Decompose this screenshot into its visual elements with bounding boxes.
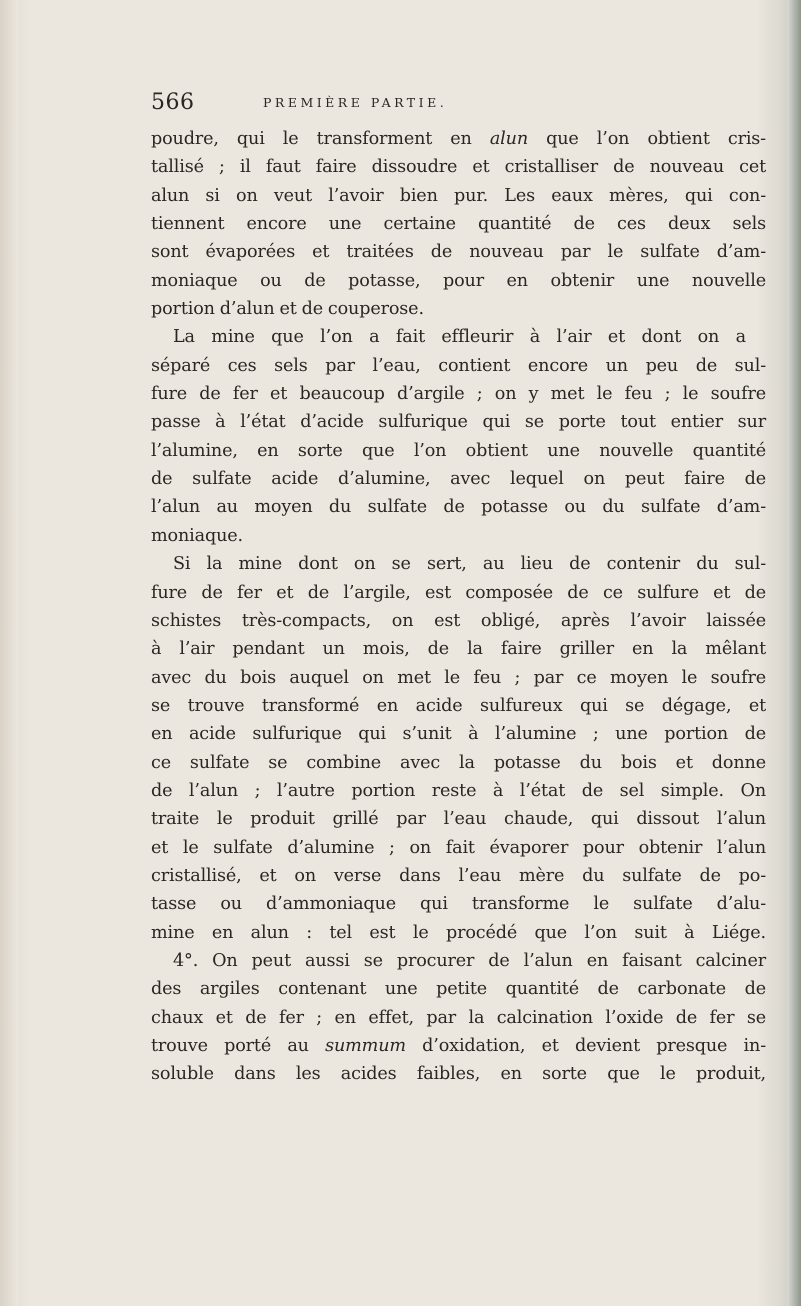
text-line: tiennent encore une certaine quantité de ces deux sels	[151, 214, 766, 235]
text-line: à l’air pendant un mois, de la faire griller en la mêlant	[151, 639, 766, 660]
text-line: de l’alun ; l’autre portion reste à l’état de sel simple. On	[151, 780, 766, 801]
text-line: 4°. On peut aussi se procurer de l’alun en faisant calciner	[173, 950, 766, 971]
text-line: fure de fer et beaucoup d’argile ; on y met le feu ; le soufre	[151, 384, 766, 405]
text-line: moniaque.	[151, 525, 243, 546]
text-line: soluble dans les acides faibles, en sorte que le produit,	[151, 1064, 766, 1085]
text-line: séparé ces sels par l’eau, contient encore un peu de sul-	[151, 355, 766, 376]
text-line: schistes très-compacts, on est obligé, après l’avoir laissée	[151, 610, 766, 631]
text-line: La mine que l’on a fait effleurir à l’air et dont on a	[173, 327, 746, 348]
text-line: passe à l’état d’acide sulfurique qui se porte tout entier sur	[151, 412, 766, 433]
italic-term: summum	[325, 1036, 406, 1056]
body-text	[151, 125, 766, 1089]
text-line: chaux et de fer ; en effet, par la calcination l’oxide de fer se	[151, 1007, 766, 1028]
text-line: tallisé ; il faut faire dissoudre et cristalliser de nouveau cet	[151, 157, 766, 178]
text-line: mine en alun : tel est le procédé que l’on suit à Liége.	[151, 922, 766, 943]
page-right-edge	[787, 0, 801, 1306]
page-left-shadow	[0, 0, 18, 1306]
text-line: en acide sulfurique qui s’unit à l’alumine ; une portion de	[151, 724, 766, 745]
running-head: PREMIÈRE PARTIE.	[263, 95, 448, 110]
page-header	[151, 90, 751, 120]
text-line: se trouve transformé en acide sulfureux qui se dégage, et	[151, 695, 766, 716]
text-line: portion d’alun et de couperose.	[151, 299, 424, 320]
text-line: traite le produit grillé par l’eau chaude, qui dissout l’alun	[151, 809, 766, 830]
text-line: Si la mine dont on se sert, au lieu de contenir du sul-	[173, 554, 766, 575]
text-line: avec du bois auquel on met le feu ; par ce moyen le soufre	[151, 667, 766, 688]
text-line: des argiles contenant une petite quantité de carbonate de	[151, 979, 766, 1000]
text-line: poudre, qui le transforment en alun que l’on obtient cris-	[151, 129, 766, 149]
text-line: tasse ou d’ammoniaque qui transforme le sulfate d’alu-	[151, 894, 766, 915]
text-line: ce sulfate se combine avec la potasse du bois et donne	[151, 752, 766, 773]
text-line: moniaque ou de potasse, pour en obtenir une nouvelle	[151, 270, 766, 291]
text-line: de sulfate acide d’alumine, avec lequel on peut faire de	[151, 469, 766, 490]
text-line: alun si on veut l’avoir bien pur. Les eaux mères, qui con-	[151, 185, 766, 206]
text-line: et le sulfate d’alumine ; on fait évaporer pour obtenir l’alun	[151, 837, 766, 858]
text-line: fure de fer et de l’argile, est composée de ce sulfure et de	[151, 582, 766, 603]
page-number: 566	[151, 90, 195, 115]
italic-term: alun	[489, 129, 529, 149]
text-line: cristallisé, et on verse dans l’eau mère du sulfate de po-	[151, 865, 766, 886]
text-line: sont évaporées et traitées de nouveau par le sulfate d’am-	[151, 242, 766, 263]
text-line: l’alun au moyen du sulfate de potasse ou du sulfate d’am-	[151, 497, 766, 518]
text-line: trouve porté au summum d’oxidation, et devient presque in-	[151, 1036, 766, 1056]
text-line: l’alumine, en sorte que l’on obtient une nouvelle quantité	[151, 440, 766, 461]
